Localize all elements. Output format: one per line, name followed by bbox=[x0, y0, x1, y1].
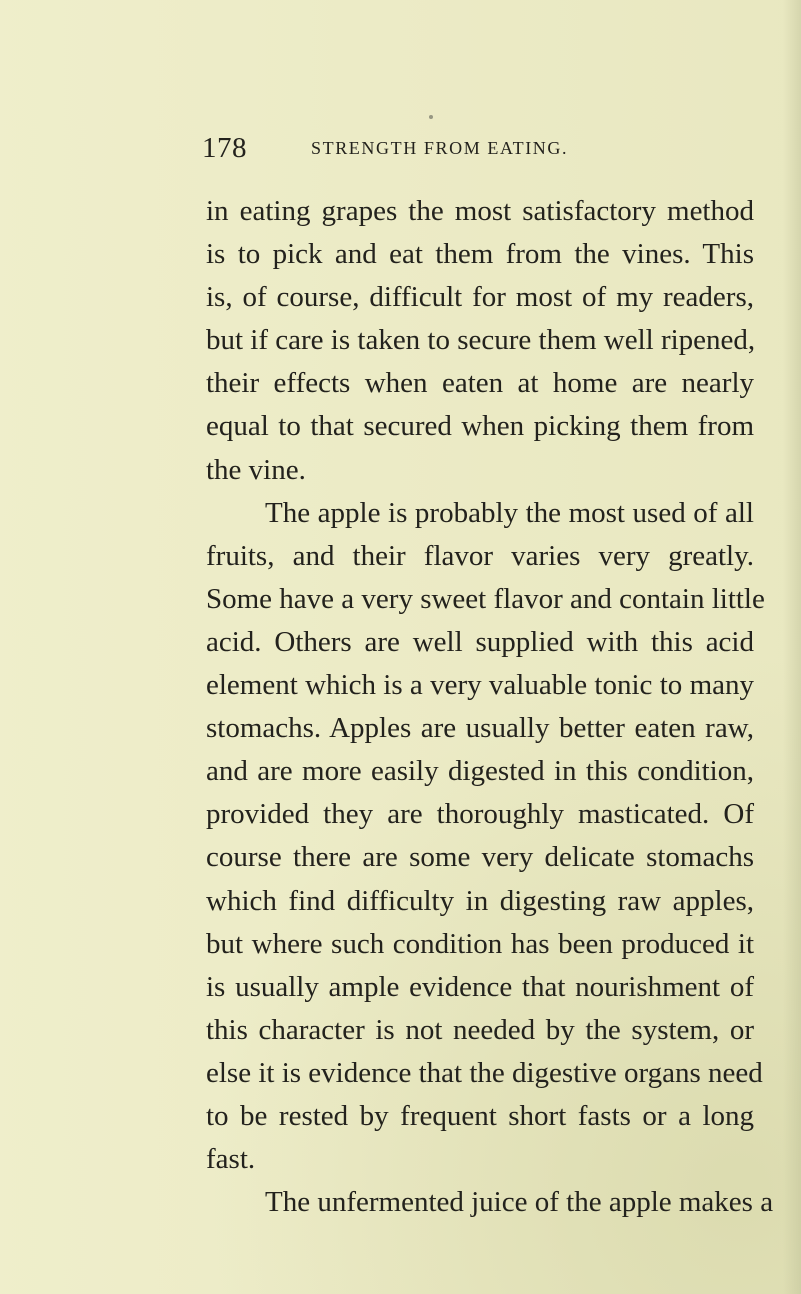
page-header bbox=[0, 128, 801, 168]
paper-speck bbox=[429, 115, 433, 119]
text-line: else it is evidence that the digestive organs need bbox=[206, 1056, 763, 1089]
text-line: which find difficulty in digesting raw apples, bbox=[206, 884, 754, 917]
book-text bbox=[206, 190, 774, 1224]
text-line: their effects when eaten at home are nearly bbox=[206, 367, 754, 400]
paragraph-start-line: The apple is probably the most used of all bbox=[265, 496, 754, 529]
text-line: fruits, and their flavor varies very greatly. bbox=[206, 539, 754, 572]
text-line: is, of course, difficult for most of my readers, bbox=[206, 281, 754, 314]
text-line: provided they are thoroughly masticated. Of bbox=[206, 798, 754, 831]
text-line: equal to that secured when picking them from bbox=[206, 410, 754, 443]
text-line: is to pick and eat them from the vines. This bbox=[206, 238, 754, 271]
text-line: in eating grapes the most satisfactory method bbox=[206, 195, 754, 227]
text-line: fast. bbox=[206, 1143, 256, 1176]
text-line: stomachs. Apples are usually better eaten raw, bbox=[206, 712, 754, 745]
paragraph-start-line: The unfermented juice of the apple makes a bbox=[265, 1186, 774, 1219]
page-edge-shadow bbox=[783, 0, 801, 1294]
page-number: 178 bbox=[202, 132, 247, 164]
text-line: course there are some very delicate stomachs bbox=[206, 841, 754, 874]
text-line: the vine. bbox=[206, 453, 306, 486]
text-line: but where such condition has been produced it bbox=[206, 927, 754, 960]
text-line: to be rested by frequent short fasts or a long bbox=[206, 1099, 754, 1132]
text-line: acid. Others are well supplied with this acid bbox=[206, 625, 754, 658]
text-line: element which is a very valuable tonic to many bbox=[206, 669, 754, 702]
text-line: and are more easily digested in this condition, bbox=[206, 755, 754, 788]
running-head: STRENGTH FROM EATING. bbox=[311, 138, 569, 158]
text-line: but if care is taken to secure them well ripened, bbox=[206, 324, 756, 357]
text-line: Some have a very sweet flavor and contain little bbox=[206, 582, 765, 615]
text-line: this character is not needed by the system, or bbox=[206, 1013, 754, 1046]
text-line: is usually ample evidence that nourishment of bbox=[206, 970, 754, 1003]
